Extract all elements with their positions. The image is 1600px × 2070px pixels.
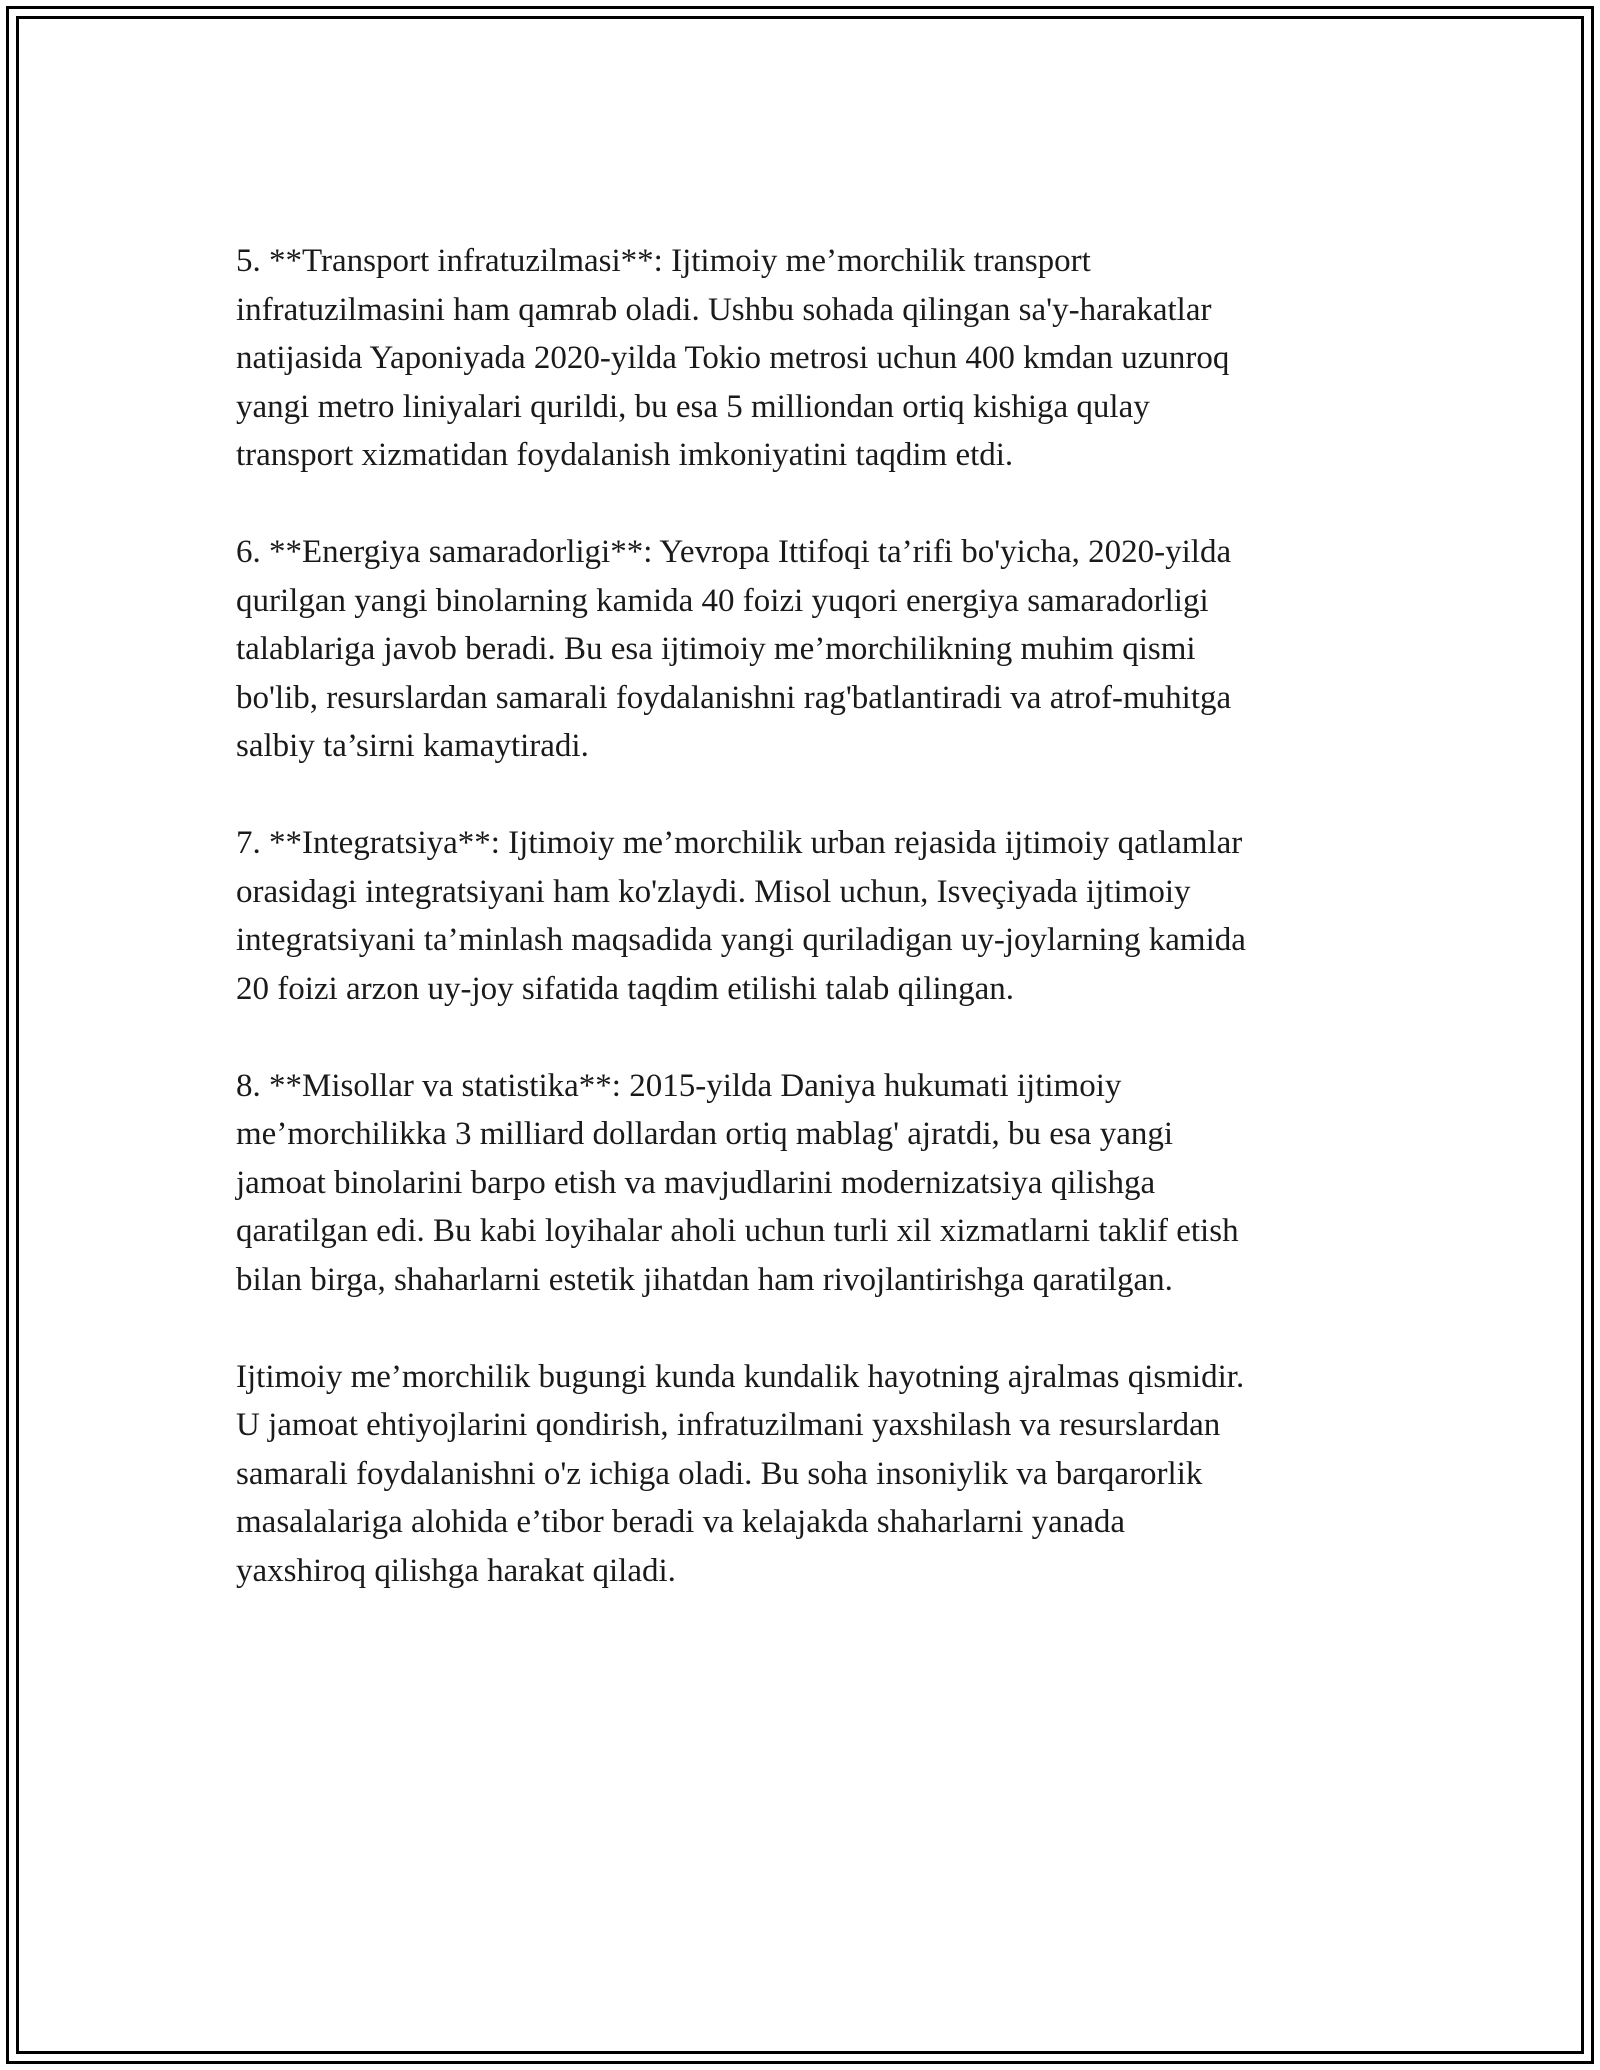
text-line: orasidagi integratsiyani ham ko'zlaydi. Misol uchun, Isveçiyada ijtimoiy <box>236 873 1191 910</box>
text-line: masalalariga alohida e’tibor beradi va kelajakda shaharlarni yanada <box>236 1504 1126 1540</box>
text-line: jamoat binolarini barpo etish va mavjudlarini modernizatsiya qilishga <box>236 1164 1156 1201</box>
text-line: Ijtimoiy me’morchilik bugungi kunda kundalik hayotning ajralmas qismidir. <box>236 1358 1245 1395</box>
text-line: 7. **Integratsiya**: Ijtimoiy me’morchilik urban rejasida ijtimoiy qatlamlar <box>236 825 1243 861</box>
text-line: samarali foydalanishni o'z ichiga oladi. Bu soha insoniylik va barqarorlik <box>236 1455 1203 1492</box>
text-line: yangi metro liniyalari qurildi, bu esa 5 milliondan ortiq kishiga qulay <box>236 388 1150 425</box>
text-line: qaratilgan edi. Bu kabi loyihalar aholi uchun turli xil xizmatlarni taklif etish <box>236 1213 1239 1249</box>
text-line: qurilgan yangi binolarning kamida 40 foizi yuqori energiya samaradorligi <box>236 582 1209 619</box>
text-line: infratuzilmasini ham qamrab oladi. Ushbu sohada qilingan sa'y-harakatlar <box>236 291 1212 328</box>
text-line: 5. **Transport infratuzilmasi**: Ijtimoiy me’morchilik transport <box>236 243 1091 279</box>
text-line: talablariga javob beradi. Bu esa ijtimoiy me’morchilikning muhim qismi <box>236 631 1196 667</box>
text-line: transport xizmatidan foydalanish imkoniyatini taqdim etdi. <box>236 437 1014 473</box>
text-line: salbiy ta’sirni kamaytiradi. <box>236 728 589 764</box>
text-line: 8. **Misollar va statistika**: 2015-yilda Daniya hukumati ijtimoiy <box>236 1067 1122 1104</box>
text-line: bilan birga, shaharlarni estetik jihatdan ham rivojlantirishga qaratilgan. <box>236 1261 1173 1298</box>
text-line: me’morchilikka 3 milliard dollardan ortiq mablag' ajratdi, bu esa yangi <box>236 1116 1174 1152</box>
paragraph-transport <box>236 237 1376 480</box>
paragraph-examples <box>236 1062 1376 1305</box>
text-line: integratsiyani ta’minlash maqsadida yangi quriladigan uy-joylarning kamida <box>236 922 1246 958</box>
paragraph-energy <box>236 528 1376 771</box>
text-line: natijasida Yaponiyada 2020-yilda Tokio metrosi uchun 400 kmdan uzunroq <box>236 340 1230 376</box>
paragraph-integration <box>236 819 1376 1013</box>
text-line: U jamoat ehtiyojlarini qondirish, infratuzilmani yaxshilash va resurslardan <box>236 1407 1221 1443</box>
paragraph-conclusion <box>236 1353 1376 1596</box>
text-line: yaxshiroq qilishga harakat qiladi. <box>236 1552 676 1589</box>
document-body <box>236 237 1376 1595</box>
text-line: bo'lib, resurslardan samarali foydalanishni rag'batlantiradi va atrof-muhitga <box>236 679 1232 716</box>
text-line: 6. **Energiya samaradorligi**: Yevropa Ittifoqi ta’rifi bo'yicha, 2020-yilda <box>236 534 1232 570</box>
text-line: 20 foizi arzon uy-joy sifatida taqdim etilishi talab qilingan. <box>236 970 1015 1007</box>
